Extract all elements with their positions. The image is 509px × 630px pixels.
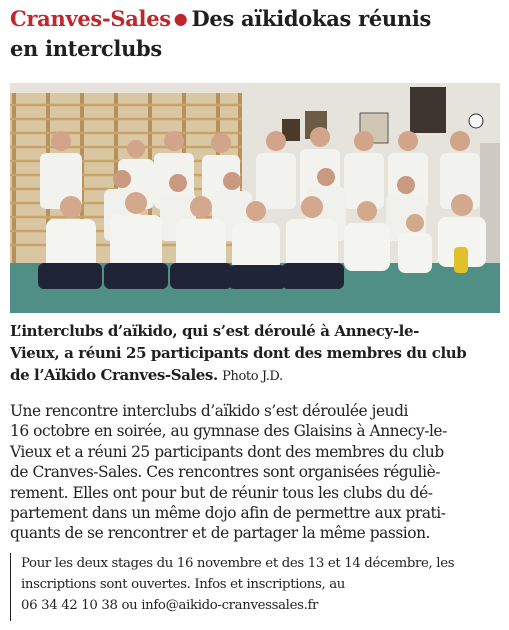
headline-title-line1: Des aïkidokas réunis	[191, 6, 432, 31]
info-contact-line: 06 34 42 10 38 ou info@aikido-cranvessales.fr	[21, 598, 319, 613]
group-photo	[10, 83, 500, 313]
group-photo-illustration	[10, 83, 500, 313]
article-body	[10, 401, 502, 544]
red-bullet-icon: ●	[173, 9, 188, 28]
photo-credit: Photo J.D.	[222, 369, 283, 384]
info-line: Pour les deux stages du 16 novembre et des 13 et 14 décembre, les	[21, 556, 455, 571]
body-line: Vieux et a réuni 25 participants dont des membres du club	[10, 442, 444, 461]
body-line: 16 octobre en soirée, au gymnase des Glaisins à Annecy-le-	[10, 422, 447, 441]
info-box	[10, 553, 501, 621]
yellow-belt	[454, 247, 468, 273]
body-line: partement dans un même dojo afin de permettre aux prati-	[10, 504, 446, 523]
info-line: inscriptions sont ouvertes. Infos et inscriptions, au	[21, 577, 346, 592]
body-line: Une rencontre interclubs d’aïkido s’est déroulée jeudi	[10, 402, 408, 420]
body-line: rement. Elles ont pour but de réunir tous les clubs du dé-	[10, 483, 433, 502]
caption-line: L’interclubs d’aïkido, qui s’est déroulé à Annecy-le-	[10, 322, 419, 340]
wall-clock-icon	[469, 114, 483, 128]
photo-caption	[10, 320, 500, 388]
wall-portrait	[410, 87, 446, 133]
headline-title-line2: en interclubs	[10, 36, 162, 61]
caption-line: Vieux, a réuni 25 participants dont des membres du club	[10, 344, 467, 362]
location-kicker: Cranves-Sales	[10, 6, 171, 31]
body-line: quants de se rencontrer et de partager la même passion.	[10, 524, 431, 543]
body-line: de Cranves-Sales. Ces rencontres sont organisées réguliè-	[10, 463, 440, 482]
caption-line: de l’Aïkido Cranves-Sales.	[10, 366, 218, 384]
headline	[10, 4, 500, 64]
